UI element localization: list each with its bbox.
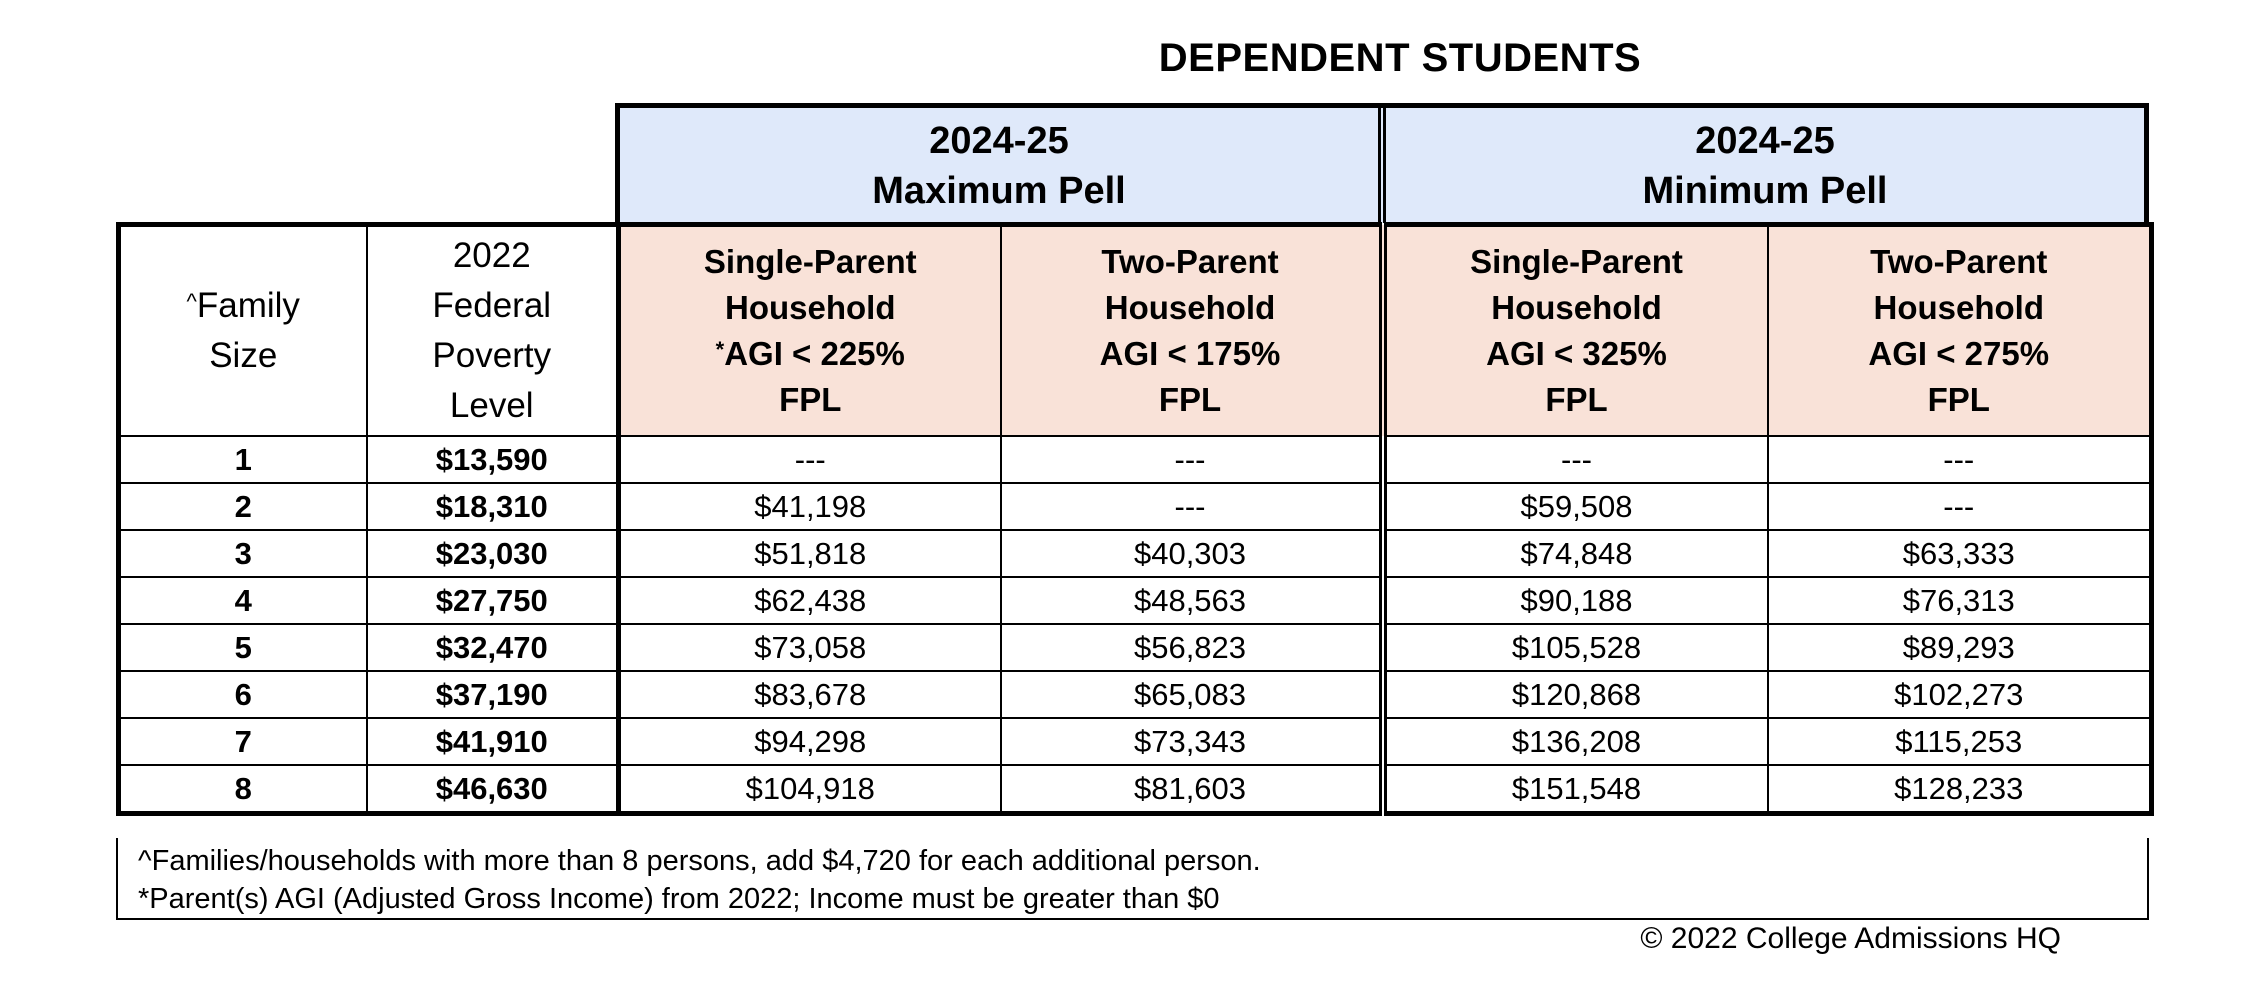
caret-mark: ^ xyxy=(186,289,197,314)
min-single-parent-cell: $90,188 xyxy=(1383,577,1768,624)
max-single-parent-cell: $51,818 xyxy=(619,530,1001,577)
family-size-cell: 7 xyxy=(119,718,367,765)
table-row xyxy=(119,718,2152,765)
min-two-parent-header xyxy=(1768,225,2152,437)
group-year: 2024-25 xyxy=(929,120,1069,162)
header-line: Single-Parent xyxy=(1470,243,1683,280)
header-line: AGI < 325% xyxy=(1486,335,1667,372)
header-line: AGI < 175% xyxy=(1099,335,1281,372)
family-size-cell: 6 xyxy=(119,671,367,718)
max-single-parent-cell: $83,678 xyxy=(619,671,1001,718)
max-two-parent-cell: $56,823 xyxy=(1001,624,1383,671)
max-single-parent-cell: $62,438 xyxy=(619,577,1001,624)
max-two-parent-cell: --- xyxy=(1001,436,1383,483)
group-year: 2024-25 xyxy=(1695,120,1835,162)
max-single-parent-cell: $104,918 xyxy=(619,765,1001,814)
max-two-parent-cell: $65,083 xyxy=(1001,671,1383,718)
table-row xyxy=(119,577,2152,624)
min-two-parent-cell: $128,233 xyxy=(1768,765,2152,814)
group-name: Maximum Pell xyxy=(872,170,1126,212)
min-single-parent-cell: $136,208 xyxy=(1383,718,1768,765)
family-size-header xyxy=(119,225,367,437)
header-line: Two-Parent xyxy=(1870,243,2048,280)
header-line: Size xyxy=(209,336,278,375)
header-line: Federal xyxy=(432,286,552,325)
table-row xyxy=(119,436,2152,483)
min-two-parent-cell: $102,273 xyxy=(1768,671,2152,718)
fpl-cell: $46,630 xyxy=(367,765,619,814)
group-name: Minimum Pell xyxy=(1642,170,1888,212)
max-single-parent-cell: --- xyxy=(619,436,1001,483)
header-line: FPL xyxy=(1927,381,1990,418)
family-size-cell: 1 xyxy=(119,436,367,483)
group-maximum-pell xyxy=(620,108,1378,223)
min-single-parent-cell: $105,528 xyxy=(1383,624,1768,671)
max-two-parent-header xyxy=(1001,225,1383,437)
family-size-cell: 2 xyxy=(119,483,367,530)
min-two-parent-cell: $89,293 xyxy=(1768,624,2152,671)
max-two-parent-cell: $73,343 xyxy=(1001,718,1383,765)
table-row xyxy=(119,765,2152,814)
min-single-parent-cell: $74,848 xyxy=(1383,530,1768,577)
max-two-parent-cell: $48,563 xyxy=(1001,577,1383,624)
max-single-parent-cell: $73,058 xyxy=(619,624,1001,671)
fpl-cell: $32,470 xyxy=(367,624,619,671)
table-row xyxy=(119,530,2152,577)
header-line: FPL xyxy=(1158,381,1222,418)
family-size-cell: 3 xyxy=(119,530,367,577)
pell-eligibility-table xyxy=(116,222,2154,816)
header-line: 2022 xyxy=(452,236,531,275)
header-line: AGI < 225% xyxy=(724,335,905,372)
header-line: Level xyxy=(449,386,534,425)
max-two-parent-cell: $81,603 xyxy=(1001,765,1383,814)
min-two-parent-cell: $76,313 xyxy=(1768,577,2152,624)
fpl-header xyxy=(367,225,619,437)
min-two-parent-cell: --- xyxy=(1768,483,2152,530)
copyright: © 2022 College Admissions HQ xyxy=(1640,922,2061,955)
header-line: Household xyxy=(1491,289,1662,326)
header-line: Two-Parent xyxy=(1101,243,1279,280)
pell-group-header xyxy=(615,103,2149,223)
header-line: Poverty xyxy=(432,336,552,375)
header-line: Household xyxy=(1104,289,1276,326)
min-single-parent-cell: $120,868 xyxy=(1383,671,1768,718)
header-row xyxy=(119,225,2152,437)
fpl-cell: $41,910 xyxy=(367,718,619,765)
family-size-cell: 8 xyxy=(119,765,367,814)
max-single-parent-cell: $94,298 xyxy=(619,718,1001,765)
fpl-cell: $23,030 xyxy=(367,530,619,577)
family-size-cell: 5 xyxy=(119,624,367,671)
footnote-agi: *Parent(s) AGI (Adjusted Gross Income) from 2022; Income must be greater than $0 xyxy=(138,883,1220,915)
min-single-parent-cell: $59,508 xyxy=(1383,483,1768,530)
header-line: Single-Parent xyxy=(703,243,917,280)
min-single-parent-cell: $151,548 xyxy=(1383,765,1768,814)
table-row xyxy=(119,483,2152,530)
min-two-parent-cell: --- xyxy=(1768,436,2152,483)
max-single-parent-header xyxy=(619,225,1001,437)
group-minimum-pell xyxy=(1378,108,2144,223)
page-title: DEPENDENT STUDENTS xyxy=(1158,36,1642,80)
min-two-parent-cell: $63,333 xyxy=(1768,530,2152,577)
fpl-cell: $18,310 xyxy=(367,483,619,530)
header-line: AGI < 275% xyxy=(1868,335,2050,372)
min-two-parent-cell: $115,253 xyxy=(1768,718,2152,765)
max-two-parent-cell: --- xyxy=(1001,483,1383,530)
table-row xyxy=(119,671,2152,718)
table-row xyxy=(119,624,2152,671)
fpl-cell: $13,590 xyxy=(367,436,619,483)
min-single-parent-header xyxy=(1383,225,1768,437)
header-line: Household xyxy=(725,289,896,326)
fpl-cell: $27,750 xyxy=(367,577,619,624)
max-single-parent-cell: $41,198 xyxy=(619,483,1001,530)
asterisk-mark: * xyxy=(715,337,725,362)
header-line: Household xyxy=(1873,289,2044,326)
footnotes xyxy=(116,838,2149,920)
fpl-cell: $37,190 xyxy=(367,671,619,718)
family-size-cell: 4 xyxy=(119,577,367,624)
header-line: FPL xyxy=(779,381,842,418)
header-line: FPL xyxy=(1545,381,1608,418)
max-two-parent-cell: $40,303 xyxy=(1001,530,1383,577)
footnote-family-size: ^Families/households with more than 8 persons, add $4,720 for each additional person. xyxy=(138,845,1261,877)
min-single-parent-cell: --- xyxy=(1383,436,1768,483)
header-line: Family xyxy=(196,286,300,325)
